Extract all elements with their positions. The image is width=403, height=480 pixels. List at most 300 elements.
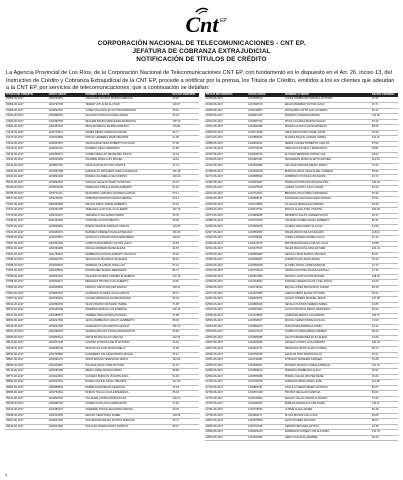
titulo-cell: 02314-06-2017	[5, 158, 48, 164]
saldo-cell: 26.83	[371, 413, 398, 419]
saldo-cell: 34.71	[371, 102, 398, 108]
titulo-cell: 08183-06-2017	[5, 319, 48, 325]
cedula-cell: 1201657429	[247, 391, 284, 397]
saldo-cell: 136.44	[371, 341, 398, 347]
saldo-cell: 90.76	[171, 180, 198, 186]
nombre-cell: ESPINOZA BAJAÑA CARLOS JULIO	[284, 241, 371, 247]
cedula-cell: 1201918354	[247, 280, 284, 286]
saldo-cell: 63.28	[371, 202, 398, 208]
cedula-cell: 1203047318	[48, 380, 85, 386]
cedula-cell: 1201788491	[247, 236, 284, 242]
titulo-cell: 01419-06-2017	[5, 152, 48, 158]
titulo-cell: 02651-06-2017	[205, 358, 248, 364]
saldo-cell: 40.68	[371, 358, 398, 364]
titulo-cell: 02158-06-2017	[205, 169, 248, 175]
titulo-cell: 02636-06-2017	[205, 352, 248, 358]
titulo-cell: 02288-06-2017	[205, 219, 248, 225]
saldo-cell: 28.54	[371, 308, 398, 314]
nombre-cell: MERCHAN ORTIZ GLADYS MARIA	[284, 347, 371, 353]
saldo-cell: 45.39	[371, 191, 398, 197]
nombre-cell: CRUZ GARCIA VICTOR VICENTE	[84, 163, 171, 169]
saldo-cell: 44.35	[371, 424, 398, 430]
cedula-cell: 1201742681	[247, 358, 284, 364]
cedula-cell: 1202893021	[48, 335, 85, 341]
cedula-cell: 1202671984	[48, 424, 85, 430]
saldo-cell: 134.25	[371, 180, 398, 186]
titulo-cell: 02346-06-2017	[205, 241, 248, 247]
col-header-saldo: SALDO VENCIDO	[171, 93, 198, 97]
saldo-cell: 18.62	[371, 152, 398, 158]
nombre-cell: PAREDES MORAN LUIS ENRIQUE	[84, 308, 171, 314]
nombre-cell: JARAMILLO VILLACRES MARIO	[84, 213, 171, 219]
cedula-cell: 1204224207	[48, 213, 85, 219]
cedula-cell: 1200972005	[48, 186, 85, 192]
nombre-cell: LUCAS SANTANA DIEGO FERNANDO	[284, 308, 371, 314]
cedula-cell: 1201868213	[247, 369, 284, 375]
titulo-cell: 02738-06-2017	[205, 391, 248, 397]
saldo-cell: 76.44	[371, 163, 398, 169]
saldo-cell: 23.61	[171, 152, 198, 158]
saldo-cell: 66.92	[371, 369, 398, 375]
titulo-cell: 01059-06-2017	[5, 108, 48, 114]
nombre-cell: AVILES TORRES MANUEL JESUS	[284, 297, 371, 303]
nombre-cell: GONZALEZ LEON SEGUNDO RAMON	[284, 197, 371, 203]
nombre-cell: OLVERA VERA MARTHA LUCIA	[284, 224, 371, 230]
saldo-cell: 21.95	[171, 136, 198, 142]
nombre-cell: SALCEDO MOSCIA RAFAEL ANGEL	[84, 114, 171, 120]
saldo-cell: 125.73	[171, 119, 198, 125]
saldo-cell: 31.09	[371, 335, 398, 341]
nombre-cell: CEDEÑO MACIAS JORGE WASHINGTON	[84, 330, 171, 336]
titulo-cell: 07465-06-2017	[5, 236, 48, 242]
saldo-cell: 150.83	[371, 208, 398, 214]
nombre-cell: GUERRERO SALAZAR PEDRO MIGUEL	[84, 352, 171, 358]
nombre-cell: CORONEL ACOSTA BENITO	[84, 219, 171, 225]
nombre-cell: VILLEGAS MERA ELSA MARINA	[284, 202, 371, 208]
saldo-cell: 58.17	[171, 291, 198, 297]
cedula-cell: 1201869035	[247, 213, 284, 219]
cedula-cell: 1204357202	[48, 125, 85, 131]
nombre-cell: ALVARADO SUAREZ JUAN CARLOS	[84, 291, 171, 297]
nombre-cell: QUIÑONEZ BRAVO LUZ MARINA	[284, 313, 371, 319]
saldo-cell: 88.25	[371, 125, 398, 131]
saldo-cell: 86.77	[171, 269, 198, 275]
cedula-cell: 1202447702	[247, 208, 284, 214]
saldo-cell: 118.64	[371, 230, 398, 236]
nombre-cell: BARRETO ESPINOZA FRANKLIN	[84, 385, 171, 391]
nombre-cell: VARGAS VALLEJO TELBY SANTIAGO	[84, 180, 171, 186]
saldo-cell: 93.63	[171, 219, 198, 225]
titulo-cell: 02462-06-2017	[205, 286, 248, 292]
cedula-cell: 1202743610	[247, 286, 284, 292]
titulo-cell: 02506-06-2017	[205, 302, 248, 308]
nombre-cell: VERGARA GUAYQUIL GUILLERMO	[84, 208, 171, 214]
titulo-cell: 02854-06-2017	[205, 435, 248, 441]
cedula-cell: 1201647910	[247, 247, 284, 253]
saldo-cell: 57.19	[371, 236, 398, 242]
cedula-cell: 1202771046	[247, 130, 284, 136]
saldo-cell: 673.4	[171, 191, 198, 197]
nombre-cell: LOPEZ ZAMBRANO MANUEL ANTONIO	[284, 97, 371, 102]
titulo-cell: 08239-06-2017	[5, 324, 48, 330]
nombre-cell: LOPEZ VALLADOLID VICTOR FERNANDO	[84, 108, 171, 114]
saldo-cell: 98.85	[171, 369, 198, 375]
saldo-cell: 74.38	[171, 347, 198, 353]
titulo-cell: 02520-06-2017	[205, 308, 248, 314]
titulo-cell: 02187-06-2017	[205, 180, 248, 186]
titulo-cell: 08412-06-2017	[5, 341, 48, 347]
nombre-cell: MOREIRA VILLAMAR JOSE LUIS	[84, 263, 171, 269]
nombre-cell: VELIZ OROZCO ROSARIO ISABEL	[84, 302, 171, 308]
titulo-cell: 02314-06-2017	[5, 163, 48, 169]
titulo-cell: 02361-06-2017	[205, 247, 248, 253]
saldo-cell: 36.77	[171, 130, 198, 136]
titulo-cell: 09189-06-2017	[5, 413, 48, 419]
saldo-cell: 87.21	[371, 352, 398, 358]
header-line-3: NOTIFICACIÓN DE TÍTULOS DE CRÉDITO	[136, 56, 267, 63]
cedula-cell: 1202684299	[247, 263, 284, 269]
saldo-cell: 98.02	[371, 419, 398, 425]
saldo-cell: 47.30	[371, 269, 398, 275]
cedula-cell: 1202575960	[247, 419, 284, 425]
cedula-cell: 1202936174	[48, 358, 85, 364]
titulo-cell: 08652-06-2017	[5, 363, 48, 369]
saldo-cell: 151.28	[171, 169, 198, 175]
titulo-cell: 07293-06-2017	[5, 224, 48, 230]
titulo-cell: 01275-06-2017	[5, 136, 48, 142]
col-header-titulo: TITULO DE CREDITO	[205, 93, 248, 97]
cedula-cell: 1202781055	[48, 369, 85, 375]
nombre-cell: GARCIA MERO ELENA VICTORIA	[284, 291, 371, 297]
saldo-cell: 165.73	[171, 324, 198, 330]
nombre-cell: QUIMIS CASTRO JULIO CESAR	[284, 186, 371, 192]
nombre-cell: PONCE CHILAN WALTER RENE	[284, 374, 371, 380]
titulo-cell: 08478-06-2017	[5, 347, 48, 353]
cedula-cell: 1202558840	[48, 385, 85, 391]
nombre-cell: MACIAS VERA DORA ISABEL	[84, 413, 171, 419]
saldo-cell: 143.66	[171, 358, 198, 364]
saldo-cell: 141.37	[371, 136, 398, 142]
cedula-cell: 1202872903	[247, 308, 284, 314]
titulo-cell: 05123-06-2017	[5, 180, 48, 186]
saldo-cell: 129.97	[171, 102, 198, 108]
titulo-cell: 02723-06-2017	[205, 385, 248, 391]
nombre-cell: GOMEZ ARELLAN MELBA DEL ROCIO	[84, 152, 171, 158]
saldo-cell: 96.12	[371, 108, 398, 114]
saldo-cell: 93.40	[171, 297, 198, 303]
saldo-cell: 88.12	[171, 424, 198, 430]
logo-text: Cnt	[184, 12, 219, 37]
saldo-cell: 119.47	[171, 396, 198, 402]
titulo-cell: 02709-06-2017	[205, 380, 248, 386]
saldo-cell: 128.92	[371, 274, 398, 280]
titulo-cell: 05199-06-2017	[5, 186, 48, 192]
nombre-cell: TUMBACO VERA FABIAN ANDRES	[284, 330, 371, 336]
nombre-cell: CASTRO INTRIAGO FELIX ANTONIO	[84, 341, 171, 347]
titulo-cell: 02781-06-2017	[205, 408, 248, 414]
left-table-body	[5, 97, 199, 429]
cedula-cell: 1203085246	[48, 347, 85, 353]
cedula-cell: 1201841099	[247, 435, 284, 441]
nombre-cell: PALMA ROJAS WILSON EFRAIN	[284, 230, 371, 236]
nombre-cell: ZAVALA MOREIRA MARIA ELENA	[84, 247, 171, 253]
cedula-cell: 1201708862	[48, 352, 85, 358]
titulo-cell: 02665-06-2017	[205, 363, 248, 369]
page-number: 1	[5, 472, 8, 477]
cedula-cell: 1202731546	[247, 219, 284, 225]
cedula-cell: 0901462562	[48, 219, 85, 225]
cedula-cell: 1201912463	[48, 374, 85, 380]
saldo-cell: 55.12	[171, 352, 198, 358]
cedula-cell: 1201710648	[247, 424, 284, 430]
nombre-cell: MUDARRAY GRIFFES VALDRES GARCIA	[84, 191, 171, 197]
cedula-cell: 1201830627	[247, 258, 284, 264]
titulo-cell: 02767-06-2017	[205, 402, 248, 408]
titulo-cell: 02825-06-2017	[205, 424, 248, 430]
cedula-cell: 1201856692	[247, 136, 284, 142]
titulo-cell: 02810-06-2017	[205, 419, 248, 425]
titulo-cell: 02390-06-2017	[205, 258, 248, 264]
notice-header	[0, 40, 403, 64]
titulo-cell: 01978-06-2017	[205, 97, 248, 102]
cedula-cell: 1202955083	[247, 252, 284, 258]
saldo-cell: 109.37	[371, 313, 398, 319]
nombre-cell: QUIROGA CUTRARA ROSA MERCEDES	[84, 236, 171, 242]
cedula-cell: 1202892325	[48, 180, 85, 186]
saldo-cell: 27.84	[171, 402, 198, 408]
saldo-cell: 58.90	[371, 169, 398, 175]
nombre-cell: MIRANDA ZAMBRANO ALICIA	[284, 369, 371, 375]
cedula-cell: 1202898131	[247, 197, 284, 203]
cedula-cell: 1201785912	[247, 97, 284, 102]
titulo-cell: 09313-06-2017	[5, 424, 48, 430]
nombre-cell: FRANCO NIETO WALTER RAMON	[84, 286, 171, 292]
titulo-cell: 02433-06-2017	[205, 274, 248, 280]
nombre-cell: ANCHUNDIA PARRAGA SONIA	[284, 324, 371, 330]
nombre-cell: PIGUAVE CRUZ JOSE ANTONIO	[84, 363, 171, 369]
saldo-cell: 53.18	[371, 119, 398, 125]
cedula-cell: 1201975551	[48, 236, 85, 242]
titulo-cell: 07708-06-2017	[5, 274, 48, 280]
cedula-cell: 1201715869	[247, 202, 284, 208]
cedula-cell: 1202726257	[48, 97, 85, 102]
saldo-cell: 22.47	[371, 213, 398, 219]
saldo-cell: 103.97	[171, 236, 198, 242]
cedula-cell: 1202517986	[247, 274, 284, 280]
nombre-cell: CEVALLOS RIVAS TERESA ISABEL	[284, 302, 371, 308]
titulo-cell: 07957-06-2017	[5, 297, 48, 303]
titulo-cell: 02101-06-2017	[205, 147, 248, 153]
cedula-cell: 1202624805	[48, 136, 85, 142]
titulo-cell: 01993-06-2017	[205, 102, 248, 108]
titulo-cell: 07004-06-2017	[5, 202, 48, 208]
cnt-logo	[0, 4, 403, 38]
cedula-cell: 1202953164	[48, 291, 85, 297]
saldo-cell: 137.92	[171, 380, 198, 386]
saldo-cell: 63.14	[171, 197, 198, 203]
titulo-cell: 02245-06-2017	[205, 202, 248, 208]
right-table	[205, 93, 399, 441]
titulo-cell: 02375-06-2017	[205, 252, 248, 258]
cedula-cell: 1202559360	[247, 230, 284, 236]
saldo-cell: 61.85	[371, 302, 398, 308]
saldo-cell: 33.88	[371, 241, 398, 247]
left-table	[5, 93, 199, 430]
col-header-titulo: TITULO DE CREDITO	[5, 93, 48, 97]
cedula-cell: 1202375418	[247, 186, 284, 192]
titulo-cell: 02607-06-2017	[205, 341, 248, 347]
titulo-cell: 09954-06-2017	[5, 97, 48, 102]
saldo-cell: 131.76	[371, 430, 398, 436]
cedula-cell: 1201856370	[247, 324, 284, 330]
nombre-cell: ZAMBRANO GOMEZ LUIS ALFONSO	[284, 430, 371, 436]
nombre-cell: ROMERO CIELO SEFERINO	[84, 147, 171, 153]
cedula-cell: 1201893245	[48, 302, 85, 308]
saldo-cell: 29.40	[371, 374, 398, 380]
titulo-cell: 02317-06-2017	[205, 230, 248, 236]
saldo-cell: 151.09	[171, 230, 198, 236]
cedula-cell: 1202819071	[48, 280, 85, 286]
titulo-cell: 07131-06-2017	[5, 208, 48, 214]
nombre-cell: MENDOZA TRIVIÑO LUIS ALBERTO	[84, 280, 171, 286]
titulo-cell: 02491-06-2017	[205, 297, 248, 303]
cedula-cell: 1201687351	[247, 158, 284, 164]
nombre-cell: NUÑEZ DENIS CAMACHO DALINE	[84, 130, 171, 136]
cedula-cell: 1202718334	[247, 408, 284, 414]
nombre-cell: ZAMORA CEDEÑO NANCY DEL ROCIO	[284, 280, 371, 286]
saldo-cell: 39.58	[171, 330, 198, 336]
cedula-cell: 1203027997	[48, 141, 85, 147]
titulo-cell: 02448-06-2017	[205, 280, 248, 286]
titulo-cell: 02535-06-2017	[205, 313, 248, 319]
saldo-cell: 44.57	[171, 247, 198, 253]
titulo-cell: 02578-06-2017	[205, 330, 248, 336]
titulo-cell: 02404-06-2017	[205, 263, 248, 269]
nombre-cell: MERA LOPEZ ANGELA MARIA	[84, 369, 171, 375]
titulo-cell: 02032-06-2017	[205, 119, 248, 125]
nombre-cell: RAMIREZ JIMENEZ DIANA ESTEFANIA	[84, 230, 171, 236]
titulo-cell: 02018-06-2017	[205, 114, 248, 120]
cedula-cell: 1202726708	[48, 102, 85, 108]
cedula-cell: 1203162298	[48, 308, 85, 314]
nombre-cell: ARIAS MOLINA TERESA DE JESUS	[84, 358, 171, 364]
saldo-cell: 23.62	[171, 97, 198, 102]
cedula-cell: 1202735201	[48, 297, 85, 303]
saldo-cell: 102.41	[371, 247, 398, 253]
cedula-cell: 1204255161	[48, 197, 85, 203]
titulo-cell: 08533-06-2017	[5, 352, 48, 358]
saldo-cell: 27.35	[371, 97, 398, 102]
titulo-cell: 09956-06-2017	[5, 102, 48, 108]
saldo-cell: 83.49	[371, 286, 398, 292]
nombre-cell: SANCHEZ PLUAS MARTHA CECILIA	[84, 324, 171, 330]
cedula-cell: 1201753142	[247, 269, 284, 275]
cedula-cell: 1202017460	[48, 319, 85, 325]
nombre-cell: ZUMPTER MONTANO NELDA MEDINA	[84, 197, 171, 203]
nombre-cell: CHAVEZ MENDOZA GLORIA ESTHER	[84, 297, 171, 303]
nombre-cell: RODRIGUEZ RIVERA MERCEDES	[84, 269, 171, 275]
cnt-logo-icon	[162, 4, 242, 38]
nombre-cell: TENERY AITI ALBA ALCIVAR	[84, 102, 171, 108]
nombre-cell: MOSQUERA ORTIZ LUIS ALFREDO	[284, 108, 371, 114]
cedula-cell: 1201672089	[247, 291, 284, 297]
saldo-cell: 25.16	[371, 258, 398, 264]
titulo-cell: 07545-06-2017	[5, 258, 48, 264]
titulo-cell: 08891-06-2017	[5, 385, 48, 391]
nombre-cell: CRUZ MANTUANO ANGEL DAVID	[284, 130, 371, 136]
nombre-cell: MARCILLO ROCA JOSE ERNESTO	[284, 125, 371, 131]
nombre-cell: NAVARRETE MORA GLADYS ESTHER	[284, 158, 371, 164]
titulo-cell: 02320-06-2017	[5, 175, 48, 181]
nombre-cell: TRIVIÑO DELGADO MARTHA	[284, 391, 371, 397]
nombre-cell: LEON SUAREZ RICARDO	[284, 419, 371, 425]
titulo-cell: 08074-06-2017	[5, 308, 48, 314]
cedula-cell: 1202960271	[48, 230, 85, 236]
cedula-cell: 1201761924	[247, 191, 284, 197]
nombre-cell: BRIONES VACA MARIA FERNANDA	[284, 191, 371, 197]
cedula-cell: 1202143557	[247, 108, 284, 114]
saldo-cell: 61.20	[171, 374, 198, 380]
nombre-cell: SUAREZ BAQUE LORENA ISABEL	[284, 136, 371, 142]
cedula-cell: 1201564155	[48, 208, 85, 214]
cedula-cell: 1202689543	[247, 175, 284, 181]
saldo-cell: 54.06	[371, 280, 398, 286]
nombre-cell: GARANILLO TRIGUERO DIEGO GUDELIAS	[84, 169, 171, 175]
titulo-cell: 02201-06-2017	[205, 186, 248, 192]
cedula-cell: 1201837498	[48, 169, 85, 175]
saldo-cell: 41.95	[371, 224, 398, 230]
titulo-cell: 02332-06-2017	[205, 236, 248, 242]
cedula-cell: 1202534181	[48, 274, 85, 280]
saldo-cell: 121.15	[371, 363, 398, 369]
saldo-cell: 23.53	[171, 241, 198, 247]
cedula-cell: 1202915395	[48, 158, 85, 164]
titulo-cell: 02144-06-2017	[205, 163, 248, 169]
cedula-cell: 1202594817	[247, 319, 284, 325]
nombre-cell: MACIAS VILLAO CESAR AUGUSTO	[284, 396, 371, 402]
cedula-cell: 1201823067	[247, 180, 284, 186]
titulo-cell: 08836-06-2017	[5, 380, 48, 386]
nombre-cell: VALENCIA RIVERA CARMEN ELIZABETH	[84, 274, 171, 280]
titulo-cell: 08719-06-2017	[5, 369, 48, 375]
saldo-cell: 148.23	[171, 175, 198, 181]
nombre-cell: CEDEÑO BRIONES LETICIA	[284, 424, 371, 430]
cedula-cell: 1201910774	[247, 347, 284, 353]
saldo-cell: 197.10	[171, 208, 198, 214]
cedula-cell: 1201795035	[247, 380, 284, 386]
saldo-cell: 37.96	[171, 141, 198, 147]
header-line-2: JEFATURA DE COBRANZA EXTRAJUDICIAL	[132, 48, 271, 55]
saldo-cell: 21.86	[171, 147, 198, 153]
titulo-cell: 02694-06-2017	[205, 374, 248, 380]
saldo-cell: 203.61	[171, 286, 198, 292]
nombre-cell: CAICEDO BURGOS VICENTE RAUL	[84, 374, 171, 380]
nombre-cell: MORAN TOALA LUCIA ESPERANZA	[84, 391, 171, 397]
nombre-cell: PINCAY ALAVA JOSE VICENTE	[284, 208, 371, 214]
titulo-cell: 07487-06-2017	[5, 241, 48, 247]
col-header-nombre: NOMBRE CLIENTE	[84, 93, 171, 97]
header-line-1: CORPORACIÓN NACIONAL DE TELECOMUNICACIONES - CNT EP.	[97, 40, 306, 47]
titulo-cell: 06755-06-2017	[5, 191, 48, 197]
titulo-cell: 01261-06-2017	[5, 125, 48, 131]
saldo-cell: 43.12	[371, 324, 398, 330]
titulo-cell: 02796-06-2017	[205, 413, 248, 419]
titulo-cell: 02477-06-2017	[205, 291, 248, 297]
titulo-cell: 02622-06-2017	[205, 347, 248, 353]
cedula-cell: 1202902161	[48, 147, 85, 153]
titulo-cell: 02593-06-2017	[205, 335, 248, 341]
titulo-cell: 02326-06-2017	[5, 169, 48, 175]
